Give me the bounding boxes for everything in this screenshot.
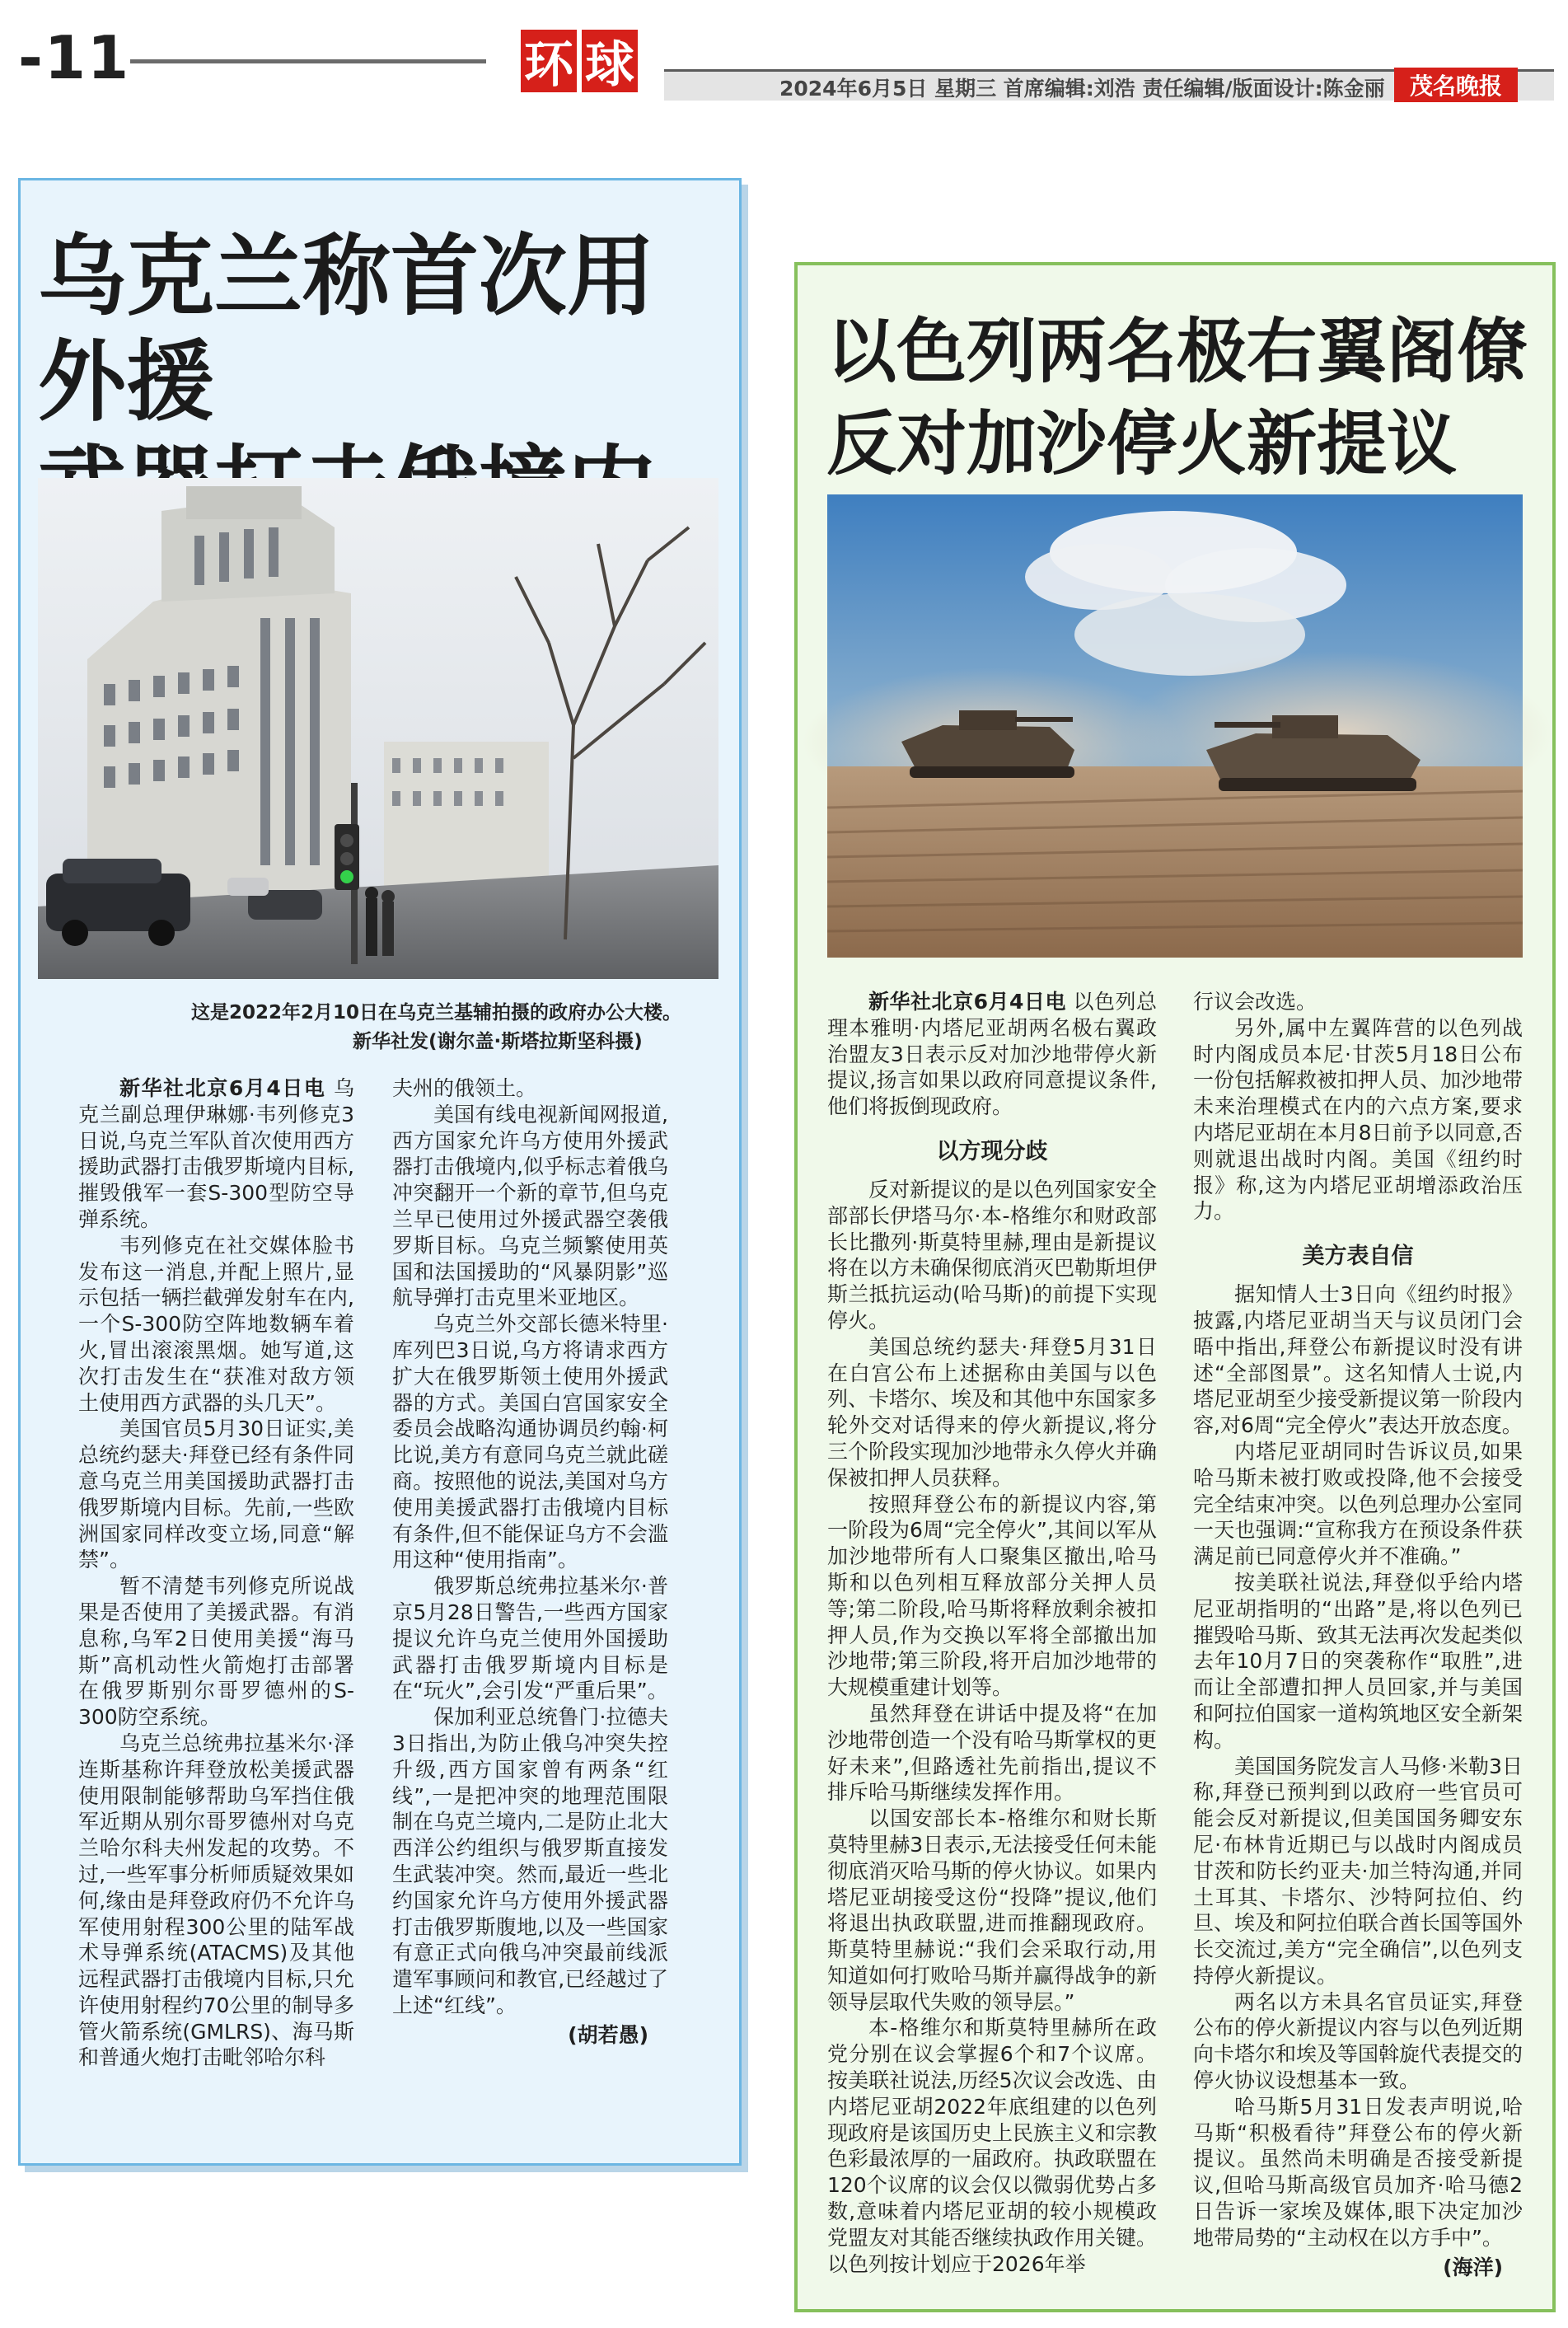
paragraph: 美国官员5月30日证实,美总统约瑟夫·拜登已经有条件同意乌克兰用美国援助武器打击俄罗斯境内目标。先前,一些欧洲国家同样改变立场,同意“解禁”。 <box>78 1417 354 1572</box>
paragraph <box>827 989 1157 1120</box>
paragraph: 两名以方未具名官员证实,拜登公布的停火新提议内容与以色列近期向卡塔尔和埃及等国斡旋代表提交的停火协议设想基本一致。 <box>1193 1989 1524 2093</box>
right-article-column-1 <box>827 989 1158 2276</box>
author-byline: (海洋) <box>1443 2255 1503 2279</box>
subheading: 美方表自信 <box>1302 1244 1414 1270</box>
paragraph: 保加利亚总统鲁门·拉德夫3日指出,为防止俄乌冲突失控升级,西方国家曾有两条“红线”,一是把冲突的地理范围限制在乌克兰境内,二是防止北大西洋公约组织与俄罗斯直接发生武装冲突。然而,最近一些北约国家允许乌方使用外援武器打击俄罗斯腹地,以及一些国家有意正式向俄乌冲突最前线派遣军事顾问和教官,已经越过了上述“红线”。 <box>392 1705 668 2017</box>
paragraph: 以国安部长本-格维尔和财长斯莫特里赫3日表示,无法接受任何未能彻底消灭哈马斯的停火协议。如果内塔尼亚胡接受这份“投降”提议,他们将退出执政联盟,进而推翻现政府。斯莫特里赫说:“我们会采取行动,用知道如何打败哈马斯并赢得战争的新领导层取代失败的领导层。” <box>827 1806 1158 2014</box>
paragraph: 俄罗斯总统弗拉基米尔·普京5月28日警告,一些西方国家提议允许乌克兰使用外国援助武器打击俄罗斯境内目标是在“玩火”,会引发“严重后果”。 <box>392 1574 668 1703</box>
paragraph: 按照拜登公布的新提议内容,第一阶段为6周“完全停火”,其间以军从加沙地带所有人口聚集区撤出,哈马斯和以色列相互释放部分关押人员等;第二阶段,哈马斯将释放剩余被扣押人员,作为交换以军将全部撤出加沙地带;第三阶段,将开启加沙地带的大规模重建计划等。 <box>827 1492 1157 1700</box>
paragraph: 行议会改选。 <box>1193 990 1318 1014</box>
subheading: 以方现分歧 <box>936 1138 1048 1164</box>
kyiv-government-building-photo <box>38 478 718 979</box>
paragraph: 美国有线电视新闻网报道,西方国家允许乌方使用外援武器打击俄境内,似乎标志着俄乌冲突翻开一个新的章节,但乌克兰早已使用过外援武器空袭俄罗斯目标。乌克兰频繁使用英国和法国援助的“风暴阴影”巡航导弹打击克里米亚地区。 <box>392 1102 668 1310</box>
paragraph: 美国国务院发言人马修·米勒3日称,拜登已预判到以政府一些官员可能会反对新提议,但美国国务卿安东尼·布林肯近期已与以战时内阁成员甘茨和防长约亚夫·加兰特沟通,并同土耳其、卡塔尔、沙特阿拉伯、约旦、埃及和阿拉伯联合酋长国等国外长交流过,美方“完全确信”,以色列支持停火新提议。 <box>1193 1754 1524 1988</box>
armored-vehicles-desert-photo <box>827 494 1523 958</box>
left-article-column-2 <box>392 1075 668 2143</box>
right-article-column-2 <box>1193 989 1524 2279</box>
paragraph: 按美联社说法,拜登似乎给内塔尼亚胡指明的“出路”是,将以色列已摧毁哈马斯、致其无法再次发起类似去年10月7日的突袭称作“取胜”,进而让全部遭扣押人员回家,并与美国和阿拉伯国家一道构筑地区安全新架构。 <box>1193 1570 1524 1752</box>
right-title-line: 以色列两名极右翼阁僚 <box>826 311 1528 393</box>
right-title-line: 反对加沙停火新提议 <box>826 404 1458 485</box>
paragraph: 美国总统约瑟夫·拜登5月31日在白宫公布上述据称由美国与以色列、卡塔尔、埃及和其他中东国家多轮外交对话得来的停火新提议,将分三个阶段实现加沙地带永久停火并确保被扣押人员获释。 <box>827 1334 1158 1490</box>
paragraph <box>78 1075 354 1233</box>
paragraph: 暂不清楚韦列修克所说战果是否使用了美援武器。有消息称,乌军2日使用美援“海马斯”高机动性火箭炮打击部署在俄罗斯别尔哥罗德州的S-300防空系统。 <box>78 1574 354 1730</box>
left-article-column-1 <box>78 1075 354 2143</box>
paragraph: 乌克兰总统弗拉基米尔·泽连斯基称许拜登放松美援武器使用限制能够帮助乌军挡住俄军近期从别尔哥罗德州对乌克兰哈尔科夫州发起的攻势。不过,一些军事分析师质疑效果如何,缘由是拜登政府仍不允许乌军使用射程300公里的陆军战术导弹系统(ATACMS)及其他远程武器打击俄境内目标,只允许使用射程约70公里的制导多管火箭系统(GMLRS)、海马斯和普通火炮打击毗邻哈尔科 <box>78 1731 354 2070</box>
paragraph: 本-格维尔和斯莫特里赫所在政党分别在议会掌握6个和7个议席。按美联社说法,历经5次议会改选、由内塔尼亚胡2022年底组建的以色列现政府是该国历史上民族主义和宗教色彩最浓厚的一届政府。执政联盟在120个议席的议会仅以微弱优势占多数,意味着内塔尼亚胡的较小规模政党盟友对其能否继续执政作用关键。以色列按计划应于2026年举 <box>827 2016 1158 2276</box>
lead-dateline: 新华社北京6月4日电 <box>868 990 1066 1014</box>
newspaper-logo: 茂名晚报 <box>1394 68 1518 102</box>
left-title-line: 乌克兰称首次用外援 <box>38 226 656 433</box>
paragraph: 虽然拜登在讲话中提及将“在加沙地带创造一个没有哈马斯掌权的更好未来”,但路透社先前指出,提议不排斥哈马斯继续发挥作用。 <box>827 1701 1158 1805</box>
page-number: -11 <box>18 23 131 92</box>
section-char: 环 <box>521 30 577 92</box>
paragraph: 据知情人士3日向《纽约时报》披露,内塔尼亚胡当天与议员闭门会晤中指出,拜登公布新提议时没有讲述“全部图景”。这名知情人士说,内塔尼亚胡至少接受新提议第一阶段内容,对6周“完全停火”表达开放态度。 <box>1193 1282 1524 1438</box>
section-badge <box>521 30 638 92</box>
paragraph: 韦列修克在社交媒体脸书发布这一消息,并配上照片,显示包括一辆拦截弹发射车在内,一个S-300防空阵地数辆车着火,冒出滚滚黑烟。她写道,这次打击发生在“获准对敌方领土使用西方武器的头几天”。 <box>78 1233 354 1415</box>
paragraph: 内塔尼亚胡同时告诉议员,如果哈马斯未被打败或投降,他不会接受完全结束冲突。以色列总理办公室同一天也强调:“宣称我方在预设条件获满足前已同意停火并不准确。” <box>1193 1439 1524 1569</box>
paragraph: 哈马斯5月31日发表声明说,哈马斯“积极看待”拜登公布的停火新提议。虽然尚未明确是否接受新提议,但哈马斯高级官员加齐·哈马德2日告诉一家埃及媒体,眼下决定加沙地带局势的“主动权在以方手中”。 <box>1193 2094 1523 2250</box>
paragraph: 另外,属中左翼阵营的以色列战时内阁成员本尼·甘茨5月18日公布一份包括解救被扣押人员、加沙地带未来治理模式在内的六点方案,要求内塔尼亚胡在本月8日前予以同意,否则就退出战时内阁。美国《纽约时报》称,这为内塔尼亚胡增添政治压力。 <box>1193 1015 1524 1224</box>
paragraph-text: 乌克兰副总理伊琳娜·韦列修克3日说,乌克兰军队首次使用西方援助武器打击俄罗斯境内目标,摧毁俄军一套S-300型防空导弹系统。 <box>78 1076 354 1231</box>
dateline: 2024年6月5日 星期三 首席编辑:刘浩 责任编辑/版面设计:陈金丽 <box>779 77 1385 101</box>
paragraph: 反对新提议的是以色列国家安全部部长伊塔马尔·本-格维尔和财政部长比撒列·斯莫特里赫,理由是新提议将在以方未确保彻底消灭巴勒斯坦伊斯兰抵抗运动(哈马斯)的前提下实现停火。 <box>827 1177 1158 1333</box>
paragraph: 夫州的俄领土。 <box>392 1076 537 1100</box>
caption-line: 这是2022年2月10日在乌克兰基辅拍摄的政府办公大楼。 <box>191 1002 682 1023</box>
paragraph: 乌克兰外交部长德米特里·库列巴3日说,乌方将请求西方扩大在俄罗斯领土使用外援武器的方式。美国白宫国家安全委员会战略沟通协调员约翰·柯比说,美方有意同乌克兰就此磋商。按照他的说法,美国对乌方使用美援武器打击俄境内目标有条件,但不能保证乌方不会滥用这种“使用指南”。 <box>392 1312 668 1572</box>
photo-caption <box>38 999 718 1056</box>
lead-dateline: 新华社北京6月4日电 <box>119 1076 326 1100</box>
section-char: 球 <box>582 30 638 92</box>
caption-credit: 新华社发(谢尔盖·斯塔拉斯坚科摄) <box>353 1031 643 1052</box>
right-article-title <box>826 307 1552 491</box>
author-byline: (胡若愚) <box>568 2022 648 2047</box>
paragraph-text: 以色列总理本雅明·内塔尼亚胡两名极右翼政治盟友3日表示反对加沙地带停火新提议,扬言如果以政府同意提议条件,他们将扳倒现政府。 <box>827 990 1157 1119</box>
masthead-rule <box>130 59 486 63</box>
